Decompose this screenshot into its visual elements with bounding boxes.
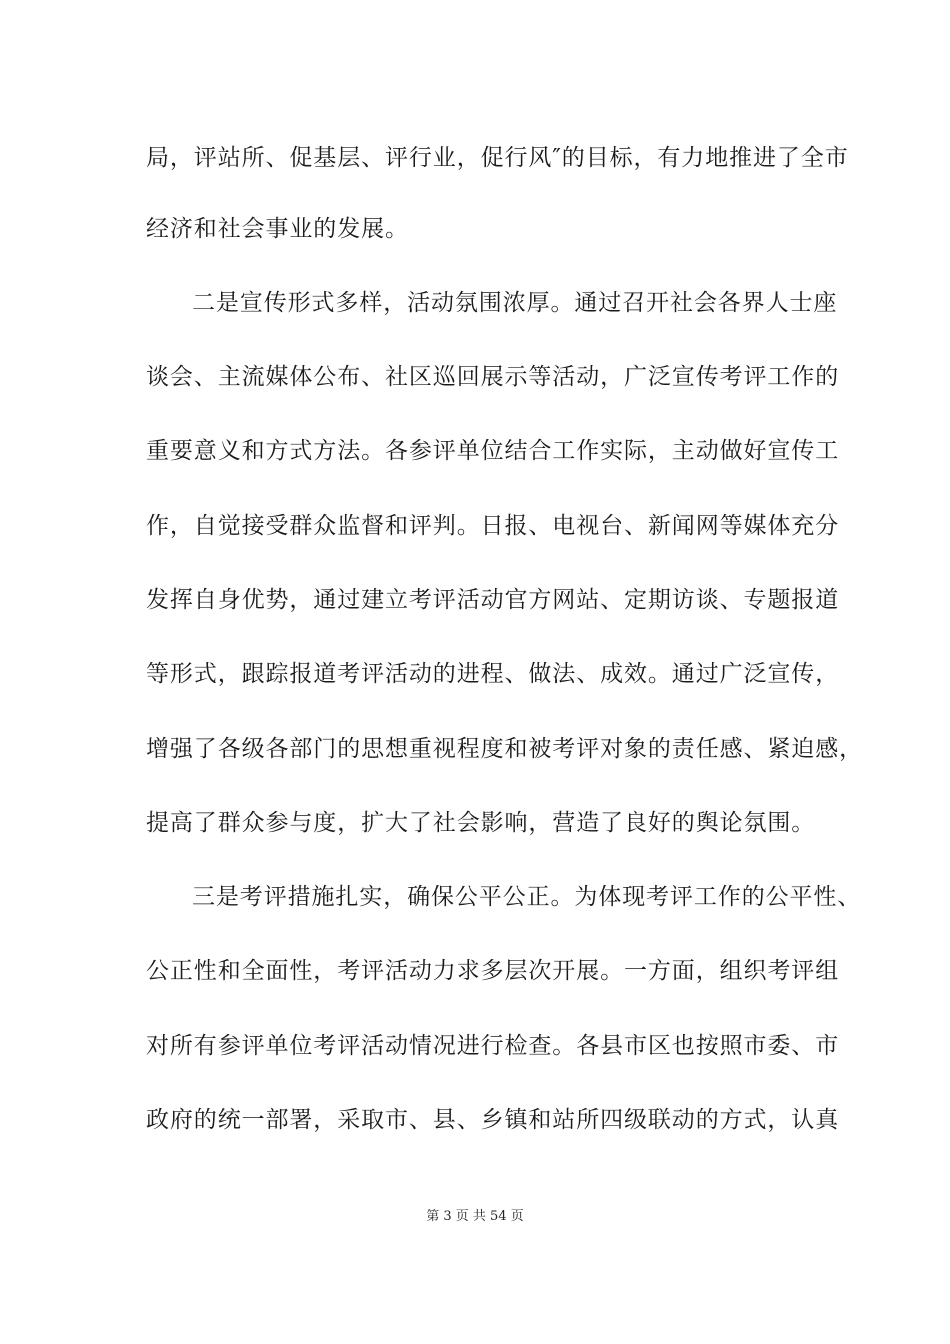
text-line-1: 局，评站所、促基层、评行业，促行风″的目标，有力地推进了全市 xyxy=(146,145,849,171)
text-line-14: 政府的统一部署，采取市、县、乡镇和站所四级联动的方式，认真 xyxy=(146,1107,840,1133)
text-line-8: 等形式，跟踪报道考评活动的进程、做法、成效。通过广泛宣传， xyxy=(146,661,840,687)
text-line-6: 作，自觉接受群众监督和评判。日报、电视台、新闻网等媒体充分 xyxy=(146,513,840,539)
text-line-4: 谈会、主流媒体公布、社区巡回展示等活动，广泛宣传考评工作的 xyxy=(146,364,840,390)
text-line-10: 提高了群众参与度，扩大了社会影响，营造了良好的舆论氛围。 xyxy=(146,810,816,836)
page-number-footer xyxy=(0,1208,950,1226)
page-number-label: 第 3 页 共 54 页 xyxy=(426,1209,524,1224)
text-line-11: 三是考评措施扎实，确保公平公正。为体现考评工作的公平性、 xyxy=(192,884,862,910)
text-line-5: 重要意义和方式方法。各参评单位结合工作实际，主动做好宣传工 xyxy=(146,438,840,464)
text-line-13: 对所有参评单位考评活动情况进行检查。各县市区也按照市委、市 xyxy=(146,1033,840,1059)
text-line-7: 发挥自身优势，通过建立考评活动官方网站、定期访谈、专题报道 xyxy=(146,587,840,613)
text-line-12: 公正性和全面性，考评活动力求多层次开展。一方面，组织考评组 xyxy=(146,958,840,984)
text-line-2: 经济和社会事业的发展。 xyxy=(146,216,409,242)
text-line-9: 增强了各级各部门的思想重视程度和被考评对象的责任感、紧迫感， xyxy=(146,736,863,762)
text-line-3: 二是宣传形式多样，活动氛围浓厚。通过召开社会各界人士座 xyxy=(192,290,838,316)
